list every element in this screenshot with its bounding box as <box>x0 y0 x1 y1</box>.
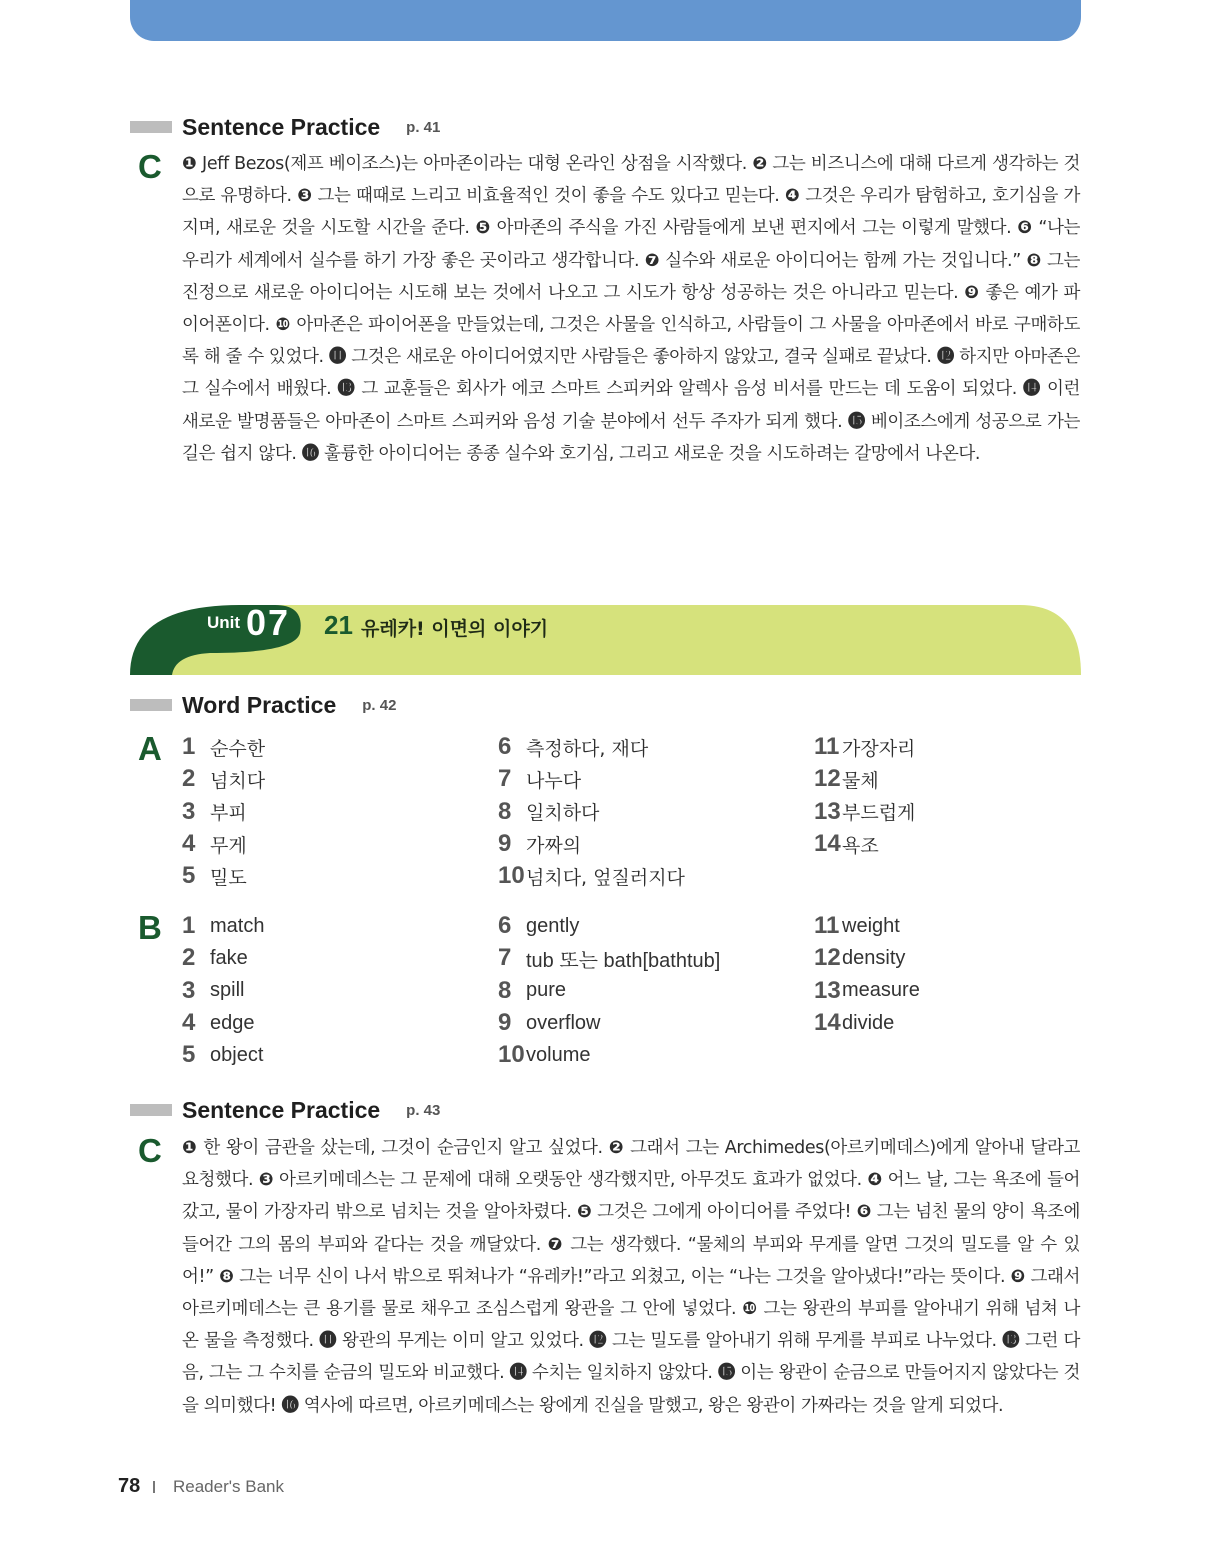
sentence-text: 아르키메데스는 그 문제에 대해 오랫동안 생각했지만, 아무것도 효과가 없었다. <box>273 1170 868 1191</box>
word-number: 3 <box>182 797 196 825</box>
sentence-text: Jeff Bezos(제프 베이조스)는 아마존이라는 대형 온라인 상점을 시작했다. <box>196 154 753 174</box>
word-number: 8 <box>498 976 512 1004</box>
word-number: 5 <box>182 1041 196 1069</box>
sentence-number: ❶ <box>182 1138 198 1158</box>
word-item <box>814 975 920 1007</box>
word-answer: spill <box>210 979 245 1002</box>
word-number: 8 <box>498 797 512 825</box>
sentence-text: 그는 생각했다. “물체의 부피와 무게를 알면 그것의 밀도를 알 수 있어!” <box>182 1234 1081 1287</box>
sentence-number: ❻ <box>1017 218 1033 239</box>
word-item <box>498 763 685 795</box>
sentence-text: 아마존의 주식을 가진 사람들에게 보낸 편지에서 그는 이렇게 말했다. <box>490 218 1018 239</box>
word-number: 9 <box>498 1009 512 1037</box>
word-item <box>182 975 264 1007</box>
sentence-number: ❽ <box>219 1266 234 1287</box>
word-number: 5 <box>182 862 196 890</box>
word-item <box>498 796 685 828</box>
word-list-b-col3 <box>814 910 920 1039</box>
word-item <box>182 942 264 974</box>
word-number: 14 <box>814 830 841 858</box>
word-number: 4 <box>182 830 196 858</box>
section-header-sentence-practice-1 <box>130 112 440 142</box>
sentence-text: 이런 새로운 발명품들은 아마존이 스마트 스피커와 음성 기술 분야에서 선두 주자가 되게 했다. <box>182 379 1080 432</box>
section-page-ref: p. 43 <box>406 1101 441 1119</box>
sentence-number: ⓬ <box>936 347 954 368</box>
word-answer: volume <box>526 1043 591 1066</box>
sentence-text: 이는 왕관이 순금으로 만들어지지 않았다는 것을 의미했다! <box>182 1363 1080 1416</box>
word-number: 6 <box>498 733 512 761</box>
section-title: Sentence Practice <box>182 1096 381 1123</box>
sentence-number: ❸ <box>297 186 312 207</box>
word-item <box>814 763 915 795</box>
sentence-number: ❶ <box>182 154 197 174</box>
word-item <box>182 860 265 892</box>
lesson-number: 21 <box>324 610 353 640</box>
word-answer: 측정하다, 재다 <box>526 737 649 760</box>
sentence-text: 수치는 일치하지 않았다. <box>526 1363 718 1384</box>
sentence-number: ⓯ <box>847 411 866 432</box>
sentence-number: ⓫ <box>319 1331 337 1352</box>
word-number: 10 <box>498 1041 525 1069</box>
sentence-text: 하지만 아마존은 그 실수에서 배웠다. <box>182 347 1080 400</box>
sentence-text: 역사에 따르면, 아르키메데스는 왕에게 진실을 말했고, 왕은 왕관이 가짜라는 것을 알게 되었다. <box>298 1395 1004 1416</box>
sentence-text: 그는 진정으로 새로운 아이디어는 시도해 보는 것에서 나오고 그 시도가 항상 성공하는 것은 아니라고 믿는다. <box>182 250 1081 303</box>
sentence-number: ❷ <box>752 154 767 174</box>
word-item <box>498 975 720 1007</box>
sentence-text: 왕관의 무게는 이미 알고 있었다. <box>336 1331 590 1352</box>
unit-number: 07 <box>246 602 291 643</box>
word-item <box>498 731 685 763</box>
section-header-sentence-practice-2 <box>130 1095 440 1125</box>
sentence-text: 그는 때때로 느리고 비효율적인 것이 좋을 수도 있다고 믿는다. <box>312 186 785 207</box>
word-item <box>814 796 915 828</box>
word-list-b-col1 <box>182 910 264 1071</box>
word-number: 6 <box>498 912 512 940</box>
exercise-letter-a: A <box>138 730 162 767</box>
word-answer: 부드럽게 <box>842 802 916 825</box>
word-number: 11 <box>814 733 840 761</box>
word-number: 1 <box>182 912 196 940</box>
word-number: 13 <box>814 797 841 825</box>
sentence-text: 그는 밀도를 알아내기 위해 무게를 부피로 나누었다. <box>606 1331 1003 1352</box>
sentence-text: 그런 다음, 그는 그 수치를 순금의 밀도와 비교했다. <box>182 1331 1080 1384</box>
section-bar <box>130 699 172 711</box>
word-item <box>182 731 265 763</box>
word-answer: density <box>842 946 906 969</box>
sentence-number: ❿ <box>275 315 291 336</box>
sentence-text: 그는 넘친 물의 양이 욕조에 들어간 그의 몸의 부피와 같다는 것을 깨달았다. <box>182 1202 1081 1255</box>
word-item <box>814 731 915 763</box>
sentence-number: ⓬ <box>589 1331 607 1352</box>
exercise-letter-c: C <box>138 1132 162 1169</box>
sentence-text: 실수와 새로운 아이디어는 함께 가는 것입니다.” <box>659 250 1027 271</box>
word-answer: 넘치다, 엎질러지다 <box>526 866 685 889</box>
word-item <box>498 860 685 892</box>
word-number: 3 <box>182 976 196 1004</box>
word-answer: gently <box>526 914 580 937</box>
word-answer: 일치하다 <box>526 802 600 825</box>
sentence-number: ❺ <box>475 218 491 239</box>
word-answer: 가장자리 <box>842 737 916 760</box>
word-item <box>182 828 265 860</box>
word-item <box>498 942 720 974</box>
sentence-number: ❸ <box>258 1170 274 1191</box>
sentence-text: 그 교훈들은 회사가 에코 스마트 스피커와 알렉사 음성 비서를 만드는 데 도움이 되었다. <box>355 379 1023 400</box>
word-answer: measure <box>842 979 920 1002</box>
word-answer: 넘치다 <box>210 769 266 792</box>
sentence-text: 아마존은 파이어폰을 만들었는데, 그것은 사물을 인식하고, 사람들이 그 사물을 아마존에서 바로 구매하도록 해 줄 수 있었다. <box>182 315 1080 368</box>
word-answer: weight <box>842 914 900 937</box>
word-number: 14 <box>814 1009 841 1037</box>
section-title: Sentence Practice <box>182 113 381 140</box>
sentence-number: ❾ <box>964 282 980 303</box>
sentence-number: ❹ <box>867 1170 883 1191</box>
sentence-number: ⓰ <box>301 443 319 464</box>
unit-banner-light <box>170 605 1081 675</box>
sentence-text: 베이조스에게 성공으로 가는 길은 쉽지 않다. <box>182 411 1080 464</box>
word-number: 11 <box>814 912 840 940</box>
word-list-a-col1 <box>182 731 265 892</box>
sentence-number: ⓮ <box>1022 379 1041 400</box>
sentence-text: 한 왕이 금관을 샀는데, 그것이 순금인지 알고 싶었다. <box>197 1138 609 1158</box>
word-answer: edge <box>210 1011 255 1034</box>
word-item <box>814 1007 920 1039</box>
sentence-number: ❿ <box>742 1299 758 1320</box>
page-number: 78 <box>118 1475 141 1497</box>
word-number: 4 <box>182 1009 196 1037</box>
book-title: Reader's Bank <box>173 1477 284 1496</box>
word-item <box>814 942 920 974</box>
word-number: 7 <box>498 944 512 972</box>
word-item <box>182 763 265 795</box>
unit-label: Unit <box>207 613 241 632</box>
word-answer: pure <box>526 979 567 1002</box>
sentence-number: ⓭ <box>337 379 356 400</box>
word-list-b-col2 <box>498 910 720 1071</box>
sentence-text: 그는 비즈니스에 대해 다르게 생각하는 것으로 유명하다. <box>182 154 1080 207</box>
word-number: 13 <box>814 976 841 1004</box>
section-page-ref: p. 41 <box>406 118 441 136</box>
sentence-text: “나는 우리가 세계에서 실수를 하기 가장 좋은 곳이라고 생각합니다. <box>182 218 1080 271</box>
section-bar <box>130 121 172 133</box>
section-title: Word Practice <box>182 691 337 718</box>
word-answer: match <box>210 914 265 937</box>
word-number: 12 <box>814 765 841 793</box>
sentence-text: 그는 너무 신이 나서 밖으로 뛰쳐나가 “유레카!”라고 외쳤고, 이는 “나는 그것을 알아냈다!”라는 뜻이다. <box>233 1266 1011 1287</box>
word-number: 12 <box>814 944 841 972</box>
sentence-number: ⓯ <box>717 1363 735 1384</box>
word-answer: 욕조 <box>842 834 879 857</box>
sentence-text: 그것은 우리가 탐험하고, 호기심을 가지며, 새로운 것을 시도할 시간을 준다. <box>182 186 1081 239</box>
sentence-number: ❽ <box>1026 250 1042 271</box>
word-item <box>182 910 264 942</box>
section-header-word-practice <box>130 690 396 720</box>
word-answer: 밀도 <box>210 866 247 889</box>
sentence-text: 훌륭한 아이디어는 종종 실수와 호기심, 그리고 새로운 것을 시도하려는 갈망에서 나온다. <box>318 443 981 464</box>
exercise-letter-b: B <box>138 909 162 946</box>
sentence-number: ❷ <box>608 1138 625 1158</box>
sentence-number: ❼ <box>644 250 660 271</box>
sentence-practice-paragraph-1 <box>182 148 1080 470</box>
word-answer: 나누다 <box>526 769 582 792</box>
sentence-number: ⓭ <box>1002 1331 1020 1352</box>
sentence-text: 그것은 그에게 아이디어를 주었다! <box>591 1202 857 1223</box>
sentence-text: 그것은 새로운 아이디어였지만 사람들은 좋아하지 않았고, 결국 실패로 끝났다. <box>346 347 937 368</box>
word-item <box>498 1007 720 1039</box>
word-number: 2 <box>182 765 196 793</box>
word-answer: 가짜의 <box>526 834 582 857</box>
sentence-practice-paragraph-2 <box>182 1132 1080 1422</box>
word-number: 7 <box>498 765 512 793</box>
section-page-ref: p. 42 <box>362 696 397 714</box>
word-list-a-col3 <box>814 731 915 860</box>
sentence-number: ⓮ <box>509 1363 527 1384</box>
word-answer: 순수한 <box>210 737 266 760</box>
word-item <box>814 828 915 860</box>
sentence-text: 그래서 그는 Archimedes(아르키메데스)에게 알아내 달라고 요청했다. <box>182 1138 1080 1191</box>
footer-divider <box>153 1481 155 1493</box>
sentence-number: ❾ <box>1010 1266 1026 1287</box>
word-item <box>182 796 265 828</box>
word-list-a-col2 <box>498 731 685 892</box>
word-answer: tub 또는 bath[bathtub] <box>526 949 721 972</box>
word-answer: divide <box>842 1011 895 1034</box>
sentence-number: ⓰ <box>281 1395 299 1416</box>
word-item <box>498 828 685 860</box>
top-banner <box>130 0 1081 41</box>
word-item <box>182 1039 264 1071</box>
word-item <box>498 1039 720 1071</box>
exercise-letter-c: C <box>138 148 162 185</box>
word-answer: fake <box>210 946 248 969</box>
word-answer: 물체 <box>842 769 879 792</box>
sentence-number: ❺ <box>577 1202 592 1223</box>
sentence-number: ❻ <box>856 1202 872 1223</box>
word-item <box>182 1007 264 1039</box>
section-bar <box>130 1104 172 1116</box>
word-answer: 부피 <box>210 802 247 825</box>
sentence-text: 그는 왕관의 부피를 알아내기 위해 넘쳐 나온 물을 측정했다. <box>182 1299 1080 1352</box>
word-number: 10 <box>498 862 525 890</box>
word-answer: overflow <box>526 1011 601 1034</box>
sentence-text: 좋은 예가 파이어폰이다. <box>182 282 1080 336</box>
word-answer: 무게 <box>210 834 247 857</box>
word-number: 1 <box>182 733 196 761</box>
word-item <box>498 910 720 942</box>
word-answer: object <box>210 1043 264 1066</box>
word-number: 9 <box>498 830 512 858</box>
sentence-text: 어느 날, 그는 욕조에 들어갔고, 물이 가장자리 밖으로 넘치는 것을 알아차렸다. <box>182 1170 1080 1223</box>
word-item <box>814 910 920 942</box>
sentence-number: ❹ <box>784 186 800 207</box>
sentence-text: 그래서 아르키메데스는 큰 용기를 물로 채우고 조심스럽게 왕관을 그 안에 넣었다. <box>182 1266 1081 1320</box>
sentence-number: ⓫ <box>328 347 347 368</box>
word-number: 2 <box>182 944 196 972</box>
lesson-title: 유레카! 이면의 이야기 <box>361 618 549 640</box>
sentence-number: ❼ <box>547 1234 564 1255</box>
